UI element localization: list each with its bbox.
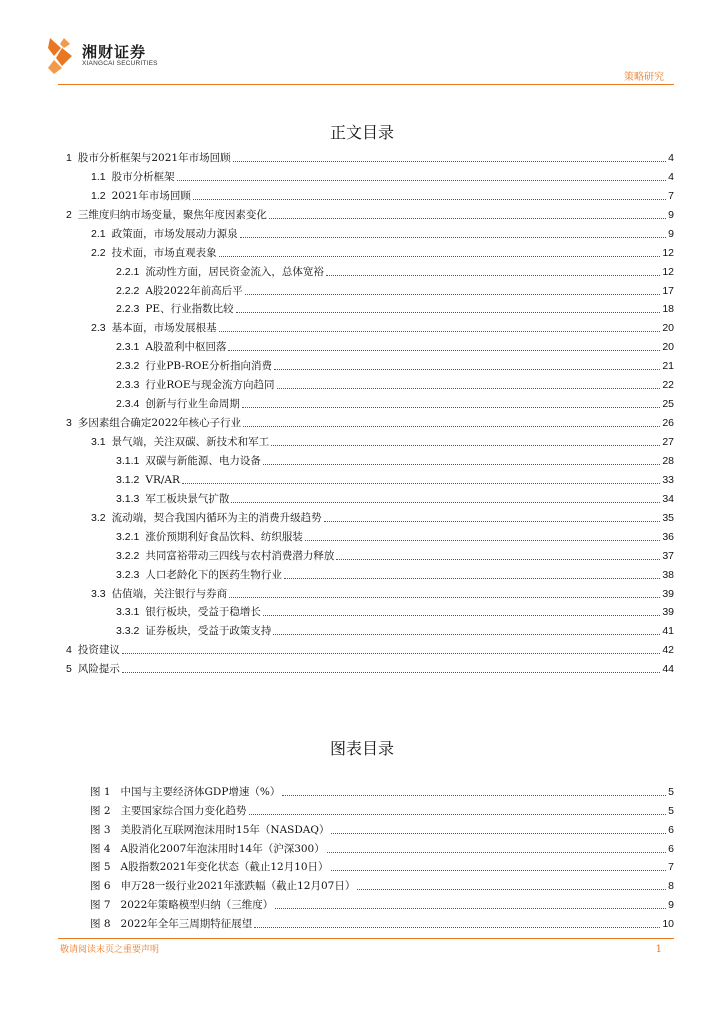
entry-title: 共同富裕带动三四线与农村消费潜力释放 [145,549,335,562]
entry-page: 6 [668,842,674,855]
dot-leader [282,795,666,796]
dot-leader [263,464,660,465]
page-number: 1 [655,944,662,955]
entry-page: 7 [668,861,674,874]
entry-number: 2.3.2 [116,360,140,373]
entry-number: 图 7 [90,899,111,912]
entry-title: 投资建议 [77,644,120,657]
entry-number: 2.3.3 [116,379,140,392]
toc-entry[interactable] [62,184,674,203]
entry-title: 股市分析框架与2021年市场回顾 [77,151,231,164]
toc-entry[interactable] [62,487,674,506]
entry-number: 2.2.3 [116,303,140,316]
entry-title: A股指数2021年变化状态（截止12月10日） [120,861,329,874]
toc-entry[interactable] [62,203,674,222]
entry-title: A股盈利中枢回落 [145,341,227,354]
figure-entry[interactable] [90,818,674,837]
table-of-contents [62,146,674,676]
dot-leader [245,294,661,295]
toc-entry[interactable] [62,468,674,487]
entry-title: A股2022年前高后平 [145,284,243,297]
entry-page: 34 [662,492,674,505]
entry-page: 35 [662,511,674,524]
entry-page: 25 [662,398,674,411]
toc-entry[interactable] [62,279,674,298]
entry-page: 10 [662,918,674,931]
toc-entry[interactable] [62,411,674,430]
entry-page: 28 [662,454,674,467]
dot-leader [219,256,661,257]
toc-entry[interactable] [62,657,674,676]
dot-leader [240,237,667,238]
entry-title: 人口老龄化下的医药生物行业 [145,568,282,581]
toc-entry[interactable] [62,563,674,582]
entry-page: 21 [662,360,674,373]
dot-leader [231,502,660,503]
entry-page: 9 [668,899,674,912]
dot-leader [326,275,660,276]
dot-leader [122,653,660,654]
entry-number: 1.1 [91,170,106,183]
entry-title: 2022年全年三周期特征展望 [120,918,253,931]
entry-page: 42 [662,644,674,657]
dot-leader [242,407,660,408]
entry-page: 39 [662,606,674,619]
toc-entry[interactable] [62,354,674,373]
list-of-figures-title: 图表目录 [329,739,394,758]
entry-number: 3.3.2 [116,625,140,638]
toc-entry[interactable] [62,298,674,317]
entry-number: 3.1.3 [116,492,140,505]
entry-title: 证券板块，受益于政策支持 [145,625,272,638]
entry-title: 申万28一级行业2021年涨跌幅（截止12月07日） [120,880,356,893]
dot-leader [263,615,660,616]
entry-title: 多因素组合确定2022年核心子行业 [77,417,242,430]
entry-number: 图 6 [90,880,111,893]
entry-page: 5 [668,785,674,798]
entry-number: 2.2.1 [116,265,140,278]
entry-page: 44 [662,663,674,676]
toc-title: 正文目录 [329,123,394,142]
entry-title: VR/AR [145,473,180,486]
dot-leader [182,483,660,484]
report-category: 策略研究 [624,72,664,83]
entry-title: 涨价预期利好食品饮料、纺织服装 [145,530,303,543]
footer-disclaimer: 敬请阅读末页之重要声明 [60,945,160,955]
entry-number: 1.2 [91,189,106,202]
entry-page: 37 [662,549,674,562]
dot-leader [324,521,661,522]
dot-leader [305,540,660,541]
dot-leader [236,312,661,313]
dot-leader [254,927,660,928]
entry-page: 38 [662,568,674,581]
entry-number: 图 8 [90,918,111,931]
entry-title: 三维度归纳市场变量，聚焦年度因素变化 [77,208,267,221]
entry-title: 行业ROE与现金流方向趋同 [145,379,275,392]
dot-leader [284,578,660,579]
entry-title: 景气端，关注双碳、新技术和军工 [111,436,270,448]
toc-entry[interactable] [62,392,674,411]
entry-title: 银行板块，受益于稳增长 [145,606,261,619]
toc-entry[interactable] [62,449,674,468]
entry-title: 中国与主要经济体GDP增速（%） [120,785,281,798]
entry-title: 2021年市场回顾 [111,189,191,202]
dot-leader [193,199,666,200]
list-of-figures [90,780,674,931]
dot-leader [273,634,660,635]
entry-number: 3.3.1 [116,606,140,619]
toc-entry[interactable] [62,165,674,184]
toc-entry[interactable] [62,582,674,601]
toc-entry[interactable] [62,316,674,335]
entry-page: 5 [668,804,674,817]
entry-title: 技术面，市场直观表象 [111,246,217,259]
entry-number: 图 5 [90,861,111,874]
entry-number: 3.3 [91,587,106,600]
company-logo [48,36,198,76]
dot-leader [177,180,667,181]
toc-entry[interactable] [62,638,674,657]
toc-entry[interactable] [62,619,674,638]
header-divider [58,84,674,85]
entry-title: 股市分析框架 [111,170,175,183]
entry-page: 36 [662,530,674,543]
entry-title: 2022年策略模型归纳（三维度） [120,899,274,912]
entry-number: 2.3 [91,322,106,335]
entry-title: 估值端，关注银行与券商 [111,587,228,600]
entry-number: 3.1 [91,436,106,448]
toc-entry[interactable] [62,525,674,544]
entry-title: A股消化2007年泡沫用时14年（沪深300） [120,842,325,855]
entry-page: 20 [662,341,674,354]
dot-leader [269,218,666,219]
toc-entry[interactable] [62,146,674,165]
dot-leader [275,908,666,909]
entry-number: 2.3.4 [116,398,140,411]
figure-entry[interactable] [90,874,674,893]
entry-title: 双碳与新能源、电力设备 [145,454,261,467]
figure-entry[interactable] [90,780,674,799]
entry-title: 基本面，市场发展根基 [111,322,217,335]
entry-number: 2 [66,208,72,221]
toc-entry[interactable] [62,222,674,241]
entry-page: 17 [662,284,674,297]
entry-page: 27 [662,436,674,448]
entry-title: 风险提示 [77,663,120,676]
entry-number: 3.1.2 [116,473,140,486]
toc-entry[interactable] [62,335,674,354]
entry-number: 3 [66,417,72,430]
entry-page: 33 [662,473,674,486]
entry-number: 3.2.3 [116,568,140,581]
entry-page: 6 [668,823,674,836]
entry-number: 图 3 [90,823,111,836]
entry-number: 图 4 [90,842,111,855]
entry-page: 12 [662,246,674,259]
dot-leader [331,870,667,871]
entry-title: 主要国家综合国力变化趋势 [120,804,247,817]
entry-page: 9 [668,208,674,221]
entry-page: 7 [668,189,674,202]
toc-entry[interactable] [62,260,674,279]
entry-number: 2.2.2 [116,284,140,297]
entry-number: 3.2.2 [116,549,140,562]
figure-entry[interactable] [90,799,674,818]
entry-title: 政策面，市场发展动力源泉 [111,227,238,240]
entry-page: 39 [662,587,674,600]
entry-number: 5 [66,663,72,676]
entry-number: 1 [66,151,72,164]
footer-divider [58,938,674,939]
logo-english-name: XIANGCAI SECURITIES [82,60,158,67]
dot-leader [274,369,660,370]
dot-leader [277,388,661,389]
entry-number: 图 1 [90,785,111,798]
entry-title: 行业PB-ROE分析指向消费 [145,360,273,373]
toc-entry[interactable] [62,601,674,620]
dot-leader [357,889,666,890]
entry-page: 18 [662,303,674,316]
dot-leader [229,597,660,598]
entry-number: 3.2.1 [116,530,140,543]
entry-title: 军工板块景气扩散 [145,492,230,505]
entry-page: 9 [668,227,674,240]
toc-entry[interactable] [62,241,674,260]
toc-entry[interactable] [62,373,674,392]
entry-page: 26 [662,417,674,430]
entry-page: 12 [662,265,674,278]
toc-entry[interactable] [62,506,674,525]
dot-leader [122,672,660,673]
figure-entry[interactable] [90,837,674,856]
entry-page: 8 [668,880,674,893]
figure-entry[interactable] [90,912,674,931]
dot-leader [233,161,667,162]
dot-leader [327,852,666,853]
dot-leader [228,350,660,351]
toc-entry[interactable] [62,544,674,563]
dot-leader [336,559,660,560]
dot-leader [219,331,661,332]
dot-leader [243,426,660,427]
entry-page: 4 [668,170,674,183]
logo-mark-icon [48,36,78,74]
entry-page: 41 [662,625,674,638]
figure-entry[interactable] [90,893,674,912]
dot-leader [331,833,666,834]
entry-title: 创新与行业生命周期 [145,398,240,411]
entry-number: 4 [66,644,72,657]
entry-number: 2.2 [91,246,106,259]
entry-page: 22 [662,379,674,392]
entry-number: 图 2 [90,804,111,817]
entry-number: 3.1.1 [116,454,140,467]
entry-title: PE、行业指数比较 [145,303,234,316]
entry-number: 3.2 [91,511,106,524]
entry-number: 2.1 [91,227,106,240]
entry-page: 4 [668,151,674,164]
toc-entry[interactable] [62,430,674,449]
entry-title: 流动端，契合我国内循环为主的消费升级趋势 [111,511,322,524]
entry-title: 美股消化互联网泡沫用时15年（NASDAQ） [120,823,330,836]
dot-leader [249,814,667,815]
entry-page: 20 [662,322,674,335]
entry-title: 流动性方面，居民资金流入，总体宽裕 [145,265,324,278]
entry-number: 2.3.1 [116,341,140,354]
logo-chinese-name: 湘财证券 [82,43,147,61]
dot-leader [271,445,660,446]
figure-entry[interactable] [90,856,674,875]
page-header [0,0,724,90]
